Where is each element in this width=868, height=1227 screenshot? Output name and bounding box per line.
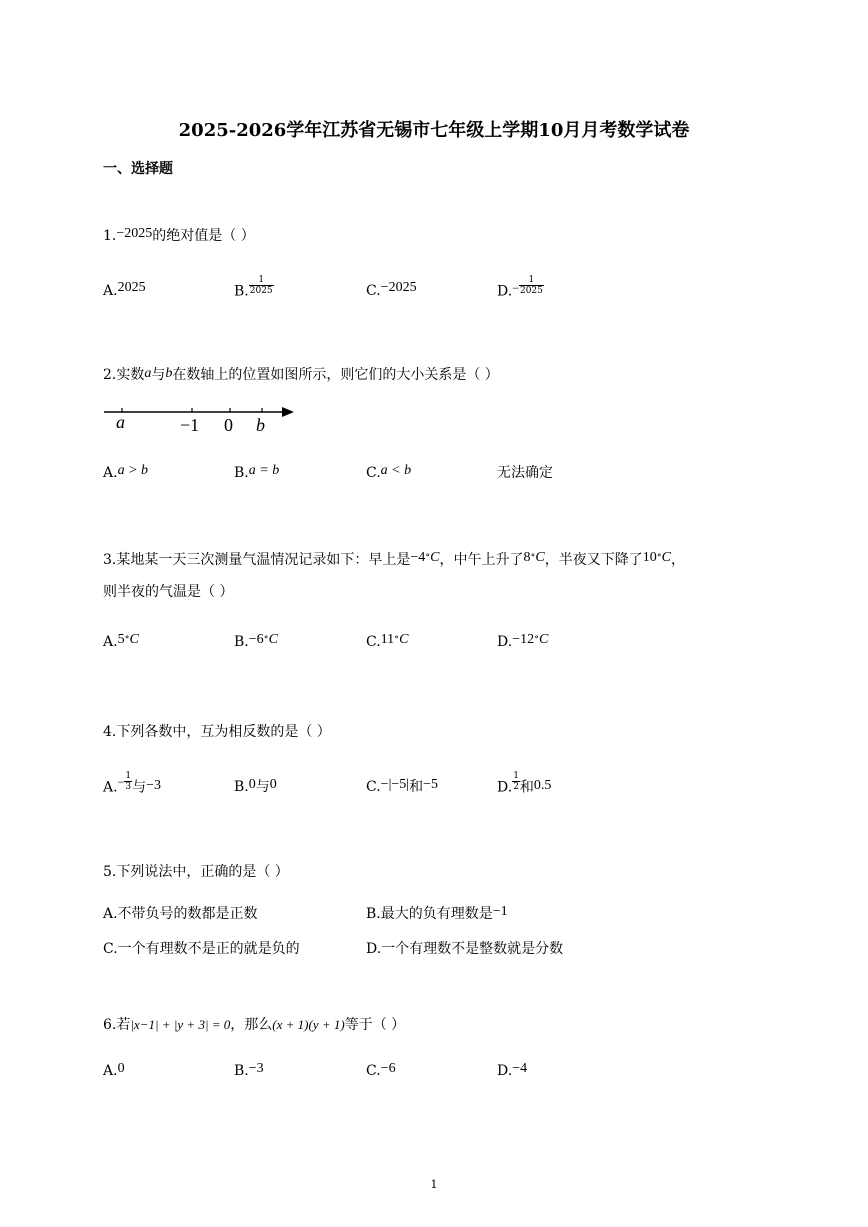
question-number: 1.: [103, 228, 117, 244]
denominator: 2: [513, 782, 519, 792]
option-label: C.: [366, 779, 381, 795]
degree-symbol: ∘: [425, 550, 431, 561]
unit: C: [399, 632, 409, 647]
question-text: 与: [151, 367, 166, 383]
q5-option-a[interactable]: A.不带负号的数都是正数: [103, 906, 258, 922]
question-text: 实数: [116, 367, 145, 383]
unit: C: [129, 632, 139, 647]
question-text: 等于（ ）: [344, 1017, 406, 1033]
connector-text: 和: [519, 779, 534, 796]
unit: C: [539, 632, 549, 647]
option-value: −6: [248, 632, 264, 647]
axis-label-zero: 0: [224, 415, 233, 435]
q4-option-d[interactable]: [497, 771, 552, 799]
option-label: B.: [234, 465, 249, 481]
q4-option-b[interactable]: [234, 777, 277, 798]
option-value: 5: [117, 632, 125, 647]
unit: C: [535, 550, 545, 565]
question-text: 若: [116, 1017, 131, 1033]
q4-option-a[interactable]: [103, 771, 161, 799]
question-text: 在数轴上的位置如图所示，则它们的大小关系是（ ）: [172, 367, 499, 383]
connector-text: 与: [255, 779, 270, 795]
connector-text: 和: [409, 779, 424, 795]
degree-symbol: ∘: [263, 632, 269, 643]
question-text: ，中午上升了: [439, 552, 524, 568]
q2-option-d[interactable]: [497, 463, 553, 483]
option-label: A.: [103, 634, 118, 650]
option-value: −12: [512, 632, 535, 647]
option-label: B.: [234, 779, 249, 795]
section-heading: 一、选择题: [103, 161, 173, 177]
question-text: 下列说法中，正确的是（ ）: [116, 864, 289, 880]
page-title: 2025-2026学年江苏省无锡市七年级上学期10月月考数学试卷: [178, 120, 690, 141]
numerator: 1: [513, 771, 519, 781]
q6-option-b[interactable]: [234, 1061, 264, 1082]
denominator: 2025: [519, 286, 543, 296]
q1-option-d[interactable]: [497, 275, 544, 302]
minus-sign: −: [117, 774, 125, 789]
variable-b: b: [165, 366, 173, 381]
unit: C: [430, 550, 440, 565]
option-value: 11: [380, 632, 395, 647]
question-3-line-2: 则半夜的气温是（ ）: [103, 584, 234, 600]
question-5: [103, 862, 289, 882]
q3-option-a[interactable]: [103, 632, 139, 654]
minus-sign: −: [512, 280, 519, 295]
option-value: 0: [248, 777, 256, 792]
denominator: 3: [125, 782, 132, 792]
numerator: 1: [528, 275, 535, 285]
math-expression: (x + 1)(y + 1): [272, 1017, 345, 1032]
fraction: [249, 275, 274, 296]
degree-symbol: ∘: [530, 550, 536, 561]
degree-symbol: ∘: [394, 632, 400, 643]
numerator: 1: [125, 771, 132, 781]
option-label: B.: [234, 1063, 249, 1079]
option-value: 0.5: [533, 777, 552, 793]
temperature-value: −4: [410, 550, 426, 565]
option-value: a = b: [248, 463, 280, 478]
denominator: 2025: [249, 286, 273, 296]
option-label: A.: [103, 1063, 118, 1079]
q1-option-b[interactable]: [234, 275, 274, 302]
connector-text: 与: [132, 779, 147, 796]
fraction: [519, 275, 544, 296]
option-label: D.: [497, 1063, 513, 1079]
unit: C: [268, 632, 278, 647]
option-label: B.: [234, 634, 249, 650]
option-value: −3: [146, 777, 161, 793]
temperature-value: 10: [642, 550, 657, 565]
q5-option-d[interactable]: D.一个有理数不是整数就是分数: [366, 941, 564, 957]
q2-option-b[interactable]: [234, 463, 279, 484]
option-label: A.: [103, 283, 118, 299]
math-expression: |x−1| + |y + 3| = 0: [130, 1017, 231, 1032]
fraction: [512, 771, 520, 792]
option-label: D.: [497, 634, 513, 650]
fraction: [124, 771, 132, 792]
option-label: C.: [366, 465, 381, 481]
option-value: −|−5|: [380, 777, 410, 792]
option-label: D.: [497, 779, 513, 796]
question-text: 的绝对值是（ ）: [152, 228, 255, 244]
math-expression: −2025: [116, 226, 153, 241]
question-text: 某地某一天三次测量气温情况记录如下：早上是: [116, 552, 411, 568]
question-text: ，那么: [230, 1017, 273, 1033]
option-value: a < b: [380, 463, 412, 478]
option-label: D.: [497, 283, 513, 300]
option-label: A.: [103, 465, 118, 481]
q1-option-c[interactable]: [366, 281, 417, 302]
number-line-diagram: [100, 400, 300, 438]
option-value: a > b: [117, 463, 149, 478]
question-text: ，: [671, 552, 686, 568]
degree-symbol: ∘: [124, 632, 130, 643]
question-6: [103, 1015, 405, 1035]
option-value: −1: [492, 904, 508, 919]
option-value: 0: [117, 1061, 125, 1076]
question-number: 3.: [103, 552, 117, 568]
question-text: 下列各数中，互为相反数的是（ ）: [116, 724, 331, 740]
q6-option-a[interactable]: [103, 1061, 125, 1082]
option-value: −2025: [380, 280, 417, 295]
option-value: 0: [269, 777, 277, 792]
question-text: ，半夜又下降了: [544, 552, 643, 568]
axis-label-b: b: [256, 415, 265, 435]
option-label: C.: [366, 1063, 381, 1079]
question-2: [103, 365, 499, 386]
q1-option-a[interactable]: [103, 281, 146, 302]
q5-option-c[interactable]: C.一个有理数不是正的就是负的: [103, 941, 300, 957]
option-value: 2025: [117, 280, 146, 295]
q3-option-c[interactable]: [366, 632, 408, 654]
option-label: C.: [366, 283, 381, 299]
q6-option-c[interactable]: [366, 1061, 396, 1082]
axis-arrow: [282, 407, 294, 417]
q2-option-a[interactable]: [103, 463, 148, 484]
option-label: C.: [366, 634, 381, 650]
variable-a: a: [144, 366, 152, 381]
option-label: B.: [234, 283, 249, 300]
option-text: 无法确定: [497, 465, 553, 481]
option-text: B.最大的负有理数是: [366, 906, 493, 922]
question-number: 2.: [103, 367, 117, 383]
option-value: −3: [248, 1061, 264, 1076]
question-1: [103, 226, 255, 247]
option-value: −4: [512, 1061, 528, 1076]
temperature-value: 8: [523, 550, 531, 565]
degree-symbol: ∘: [534, 632, 539, 643]
question-number: 4.: [103, 724, 117, 740]
question-number: 5.: [103, 864, 117, 880]
q5-option-b[interactable]: [366, 904, 508, 925]
q3-option-d[interactable]: [497, 632, 548, 654]
option-label: A.: [103, 779, 118, 796]
axis-label-neg1: −1: [180, 415, 200, 435]
page-number: 1: [430, 1178, 438, 1191]
question-4: [103, 722, 331, 742]
q6-option-d[interactable]: [497, 1061, 527, 1082]
numerator: 1: [258, 275, 265, 285]
option-value: −6: [380, 1061, 396, 1076]
q4-option-c[interactable]: [366, 777, 438, 798]
axis-label-a: a: [116, 412, 125, 432]
question-number: 6.: [103, 1017, 117, 1033]
degree-symbol: ∘: [656, 550, 662, 561]
option-value: −5: [423, 777, 438, 792]
unit: C: [661, 550, 672, 565]
q3-option-b[interactable]: [234, 632, 278, 654]
q2-option-c[interactable]: [366, 463, 411, 484]
question-3: [103, 550, 685, 572]
